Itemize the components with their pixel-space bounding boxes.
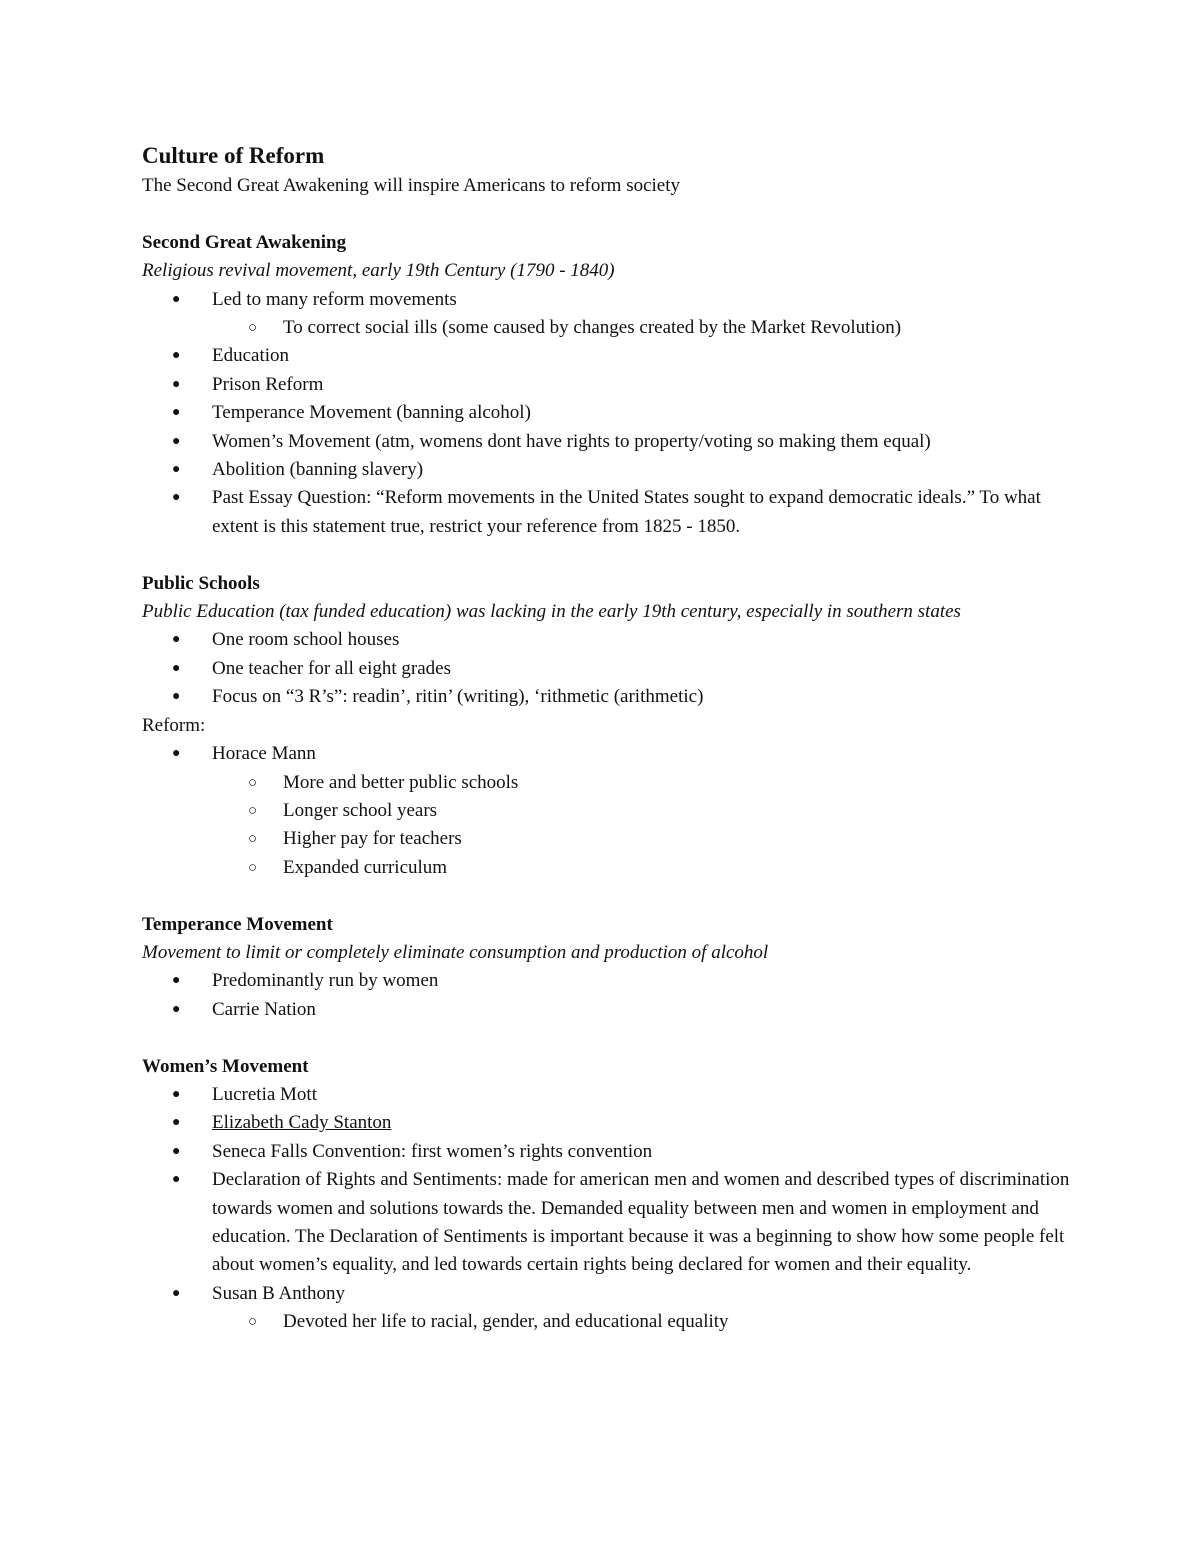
intro-text: The Second Great Awakening will inspire Americans to reform society xyxy=(142,175,681,196)
filled-bullet-icon: ● xyxy=(172,973,181,989)
bullet-list-schools xyxy=(142,626,1072,711)
filled-bullet-icon: ● xyxy=(172,689,181,705)
filled-bullet-icon: ● xyxy=(172,433,181,449)
list-item-text: Prison Reform xyxy=(212,373,324,395)
list-item-text: Led to many reform movements xyxy=(212,288,457,310)
list-item-text: Horace Mann xyxy=(212,743,316,765)
hollow-bullet-icon: ○ xyxy=(248,831,258,848)
list-item xyxy=(172,371,1072,399)
spacer xyxy=(142,1024,1072,1052)
bullet-list-reform xyxy=(142,740,1072,882)
list-item xyxy=(172,342,1072,370)
list-item-text: Predominantly run by women xyxy=(212,970,439,992)
list-item xyxy=(172,655,1072,683)
bullet-list-awakening xyxy=(142,286,1072,542)
list-item xyxy=(172,1280,1072,1337)
hollow-bullet-icon: ○ xyxy=(248,320,258,337)
sub-list-item-text: More and better public schools xyxy=(283,771,519,793)
section-heading-women: Women’s Movement xyxy=(142,1055,309,1077)
section-heading-schools: Public Schools xyxy=(142,572,260,594)
list-item-text: Elizabeth Cady Stanton xyxy=(212,1112,392,1134)
section-subtitle-schools: Public Education (tax funded education) was lacking in the early 19th century, especially in southern states xyxy=(142,601,961,623)
hollow-bullet-icon: ○ xyxy=(248,802,258,819)
sub-list-item-text: Higher pay for teachers xyxy=(283,828,462,850)
section-subtitle-awakening: Religious revival movement, early 19th Century (1790 - 1840) xyxy=(142,260,615,282)
sub-list-item xyxy=(248,825,1072,853)
section-heading-awakening: Second Great Awakening xyxy=(142,231,347,253)
list-item-text: One teacher for all eight grades xyxy=(212,657,451,679)
list-item xyxy=(172,740,1072,882)
list-item-text: One room school houses xyxy=(212,629,400,651)
section-subtitle-temperance: Movement to limit or completely eliminate consumption and production of alcohol xyxy=(142,941,769,963)
sub-list-item xyxy=(248,1308,1072,1336)
list-item xyxy=(172,1081,1072,1109)
list-item xyxy=(172,1166,1072,1280)
list-item-text: Seneca Falls Convention: first women’s rights convention xyxy=(212,1140,653,1162)
sub-list-item xyxy=(248,854,1072,882)
filled-bullet-icon: ● xyxy=(172,746,181,762)
bullet-list-temperance xyxy=(142,967,1072,1024)
sub-bullet-list xyxy=(212,1308,1072,1336)
list-item xyxy=(172,484,1072,541)
list-item-text: Temperance Movement (banning alcohol) xyxy=(212,402,531,424)
filled-bullet-icon: ● xyxy=(172,1285,181,1301)
list-item xyxy=(172,626,1072,654)
hollow-bullet-icon: ○ xyxy=(248,1314,258,1331)
document-page xyxy=(142,140,1072,1337)
sub-list-item-text: Longer school years xyxy=(283,799,438,821)
sub-list-item xyxy=(248,314,1072,342)
list-item-text: Past Essay Question: “Reform movements in the United States sought to expand democratic ideals.” To what extent is this statement true, restrict your reference from 1825 - 1850. xyxy=(212,487,1041,537)
filled-bullet-icon: ● xyxy=(172,1143,181,1159)
filled-bullet-icon: ● xyxy=(172,405,181,421)
bullet-list-women xyxy=(142,1081,1072,1337)
list-item-text: Lucretia Mott xyxy=(212,1083,317,1105)
list-item xyxy=(172,399,1072,427)
list-item-text: Susan B Anthony xyxy=(212,1282,346,1304)
hollow-bullet-icon: ○ xyxy=(248,774,258,791)
spacer xyxy=(142,541,1072,569)
sub-list-item-text: To correct social ills (some caused by changes created by the Market Revolution) xyxy=(283,317,902,339)
list-item-text: Abolition (banning slavery) xyxy=(212,459,424,481)
sub-bullet-list xyxy=(212,314,1072,342)
sub-list-item xyxy=(248,797,1072,825)
reform-label: Reform: xyxy=(142,714,206,736)
sub-bullet-list xyxy=(212,769,1072,883)
filled-bullet-icon: ● xyxy=(172,1086,181,1102)
list-item-text: Women’s Movement (atm, womens dont have rights to property/voting so making them equal) xyxy=(212,430,931,452)
list-item xyxy=(172,996,1072,1024)
filled-bullet-icon: ● xyxy=(172,348,181,364)
list-item xyxy=(172,428,1072,456)
filled-bullet-icon: ● xyxy=(172,490,181,506)
list-item xyxy=(172,1109,1072,1137)
document-title: Culture of Reform xyxy=(142,143,325,168)
filled-bullet-icon: ● xyxy=(172,632,181,648)
list-item-text: Education xyxy=(212,345,290,367)
list-item xyxy=(172,286,1072,343)
section-heading-temperance: Temperance Movement xyxy=(142,913,333,935)
filled-bullet-icon: ● xyxy=(172,462,181,478)
sub-list-item-text: Expanded curriculum xyxy=(283,856,448,878)
list-item xyxy=(172,683,1072,711)
list-item xyxy=(172,1138,1072,1166)
list-item-text: Carrie Nation xyxy=(212,998,316,1020)
filled-bullet-icon: ● xyxy=(172,660,181,676)
list-item xyxy=(172,456,1072,484)
spacer xyxy=(142,200,1072,228)
filled-bullet-icon: ● xyxy=(172,1172,181,1188)
sub-list-item-text: Devoted her life to racial, gender, and educational equality xyxy=(283,1311,729,1333)
list-item-text: Declaration of Rights and Sentiments: made for american men and women and described types of discrimination towards women and solutions towards the. Demanded equality between men and women in employment and education. The Declaration of Sentiments is important because it was a beginning to show how some people felt about women’s equality, and led towards certain rights being declared for women and their equality. xyxy=(212,1169,1070,1276)
spacer xyxy=(142,882,1072,910)
filled-bullet-icon: ● xyxy=(172,376,181,392)
filled-bullet-icon: ● xyxy=(172,1115,181,1131)
sub-list-item xyxy=(248,769,1072,797)
hollow-bullet-icon: ○ xyxy=(248,859,258,876)
filled-bullet-icon: ● xyxy=(172,1001,181,1017)
list-item-text: Focus on “3 R’s”: readin’, ritin’ (writing), ‘rithmetic (arithmetic) xyxy=(212,686,704,708)
filled-bullet-icon: ● xyxy=(172,291,181,307)
list-item xyxy=(172,967,1072,995)
